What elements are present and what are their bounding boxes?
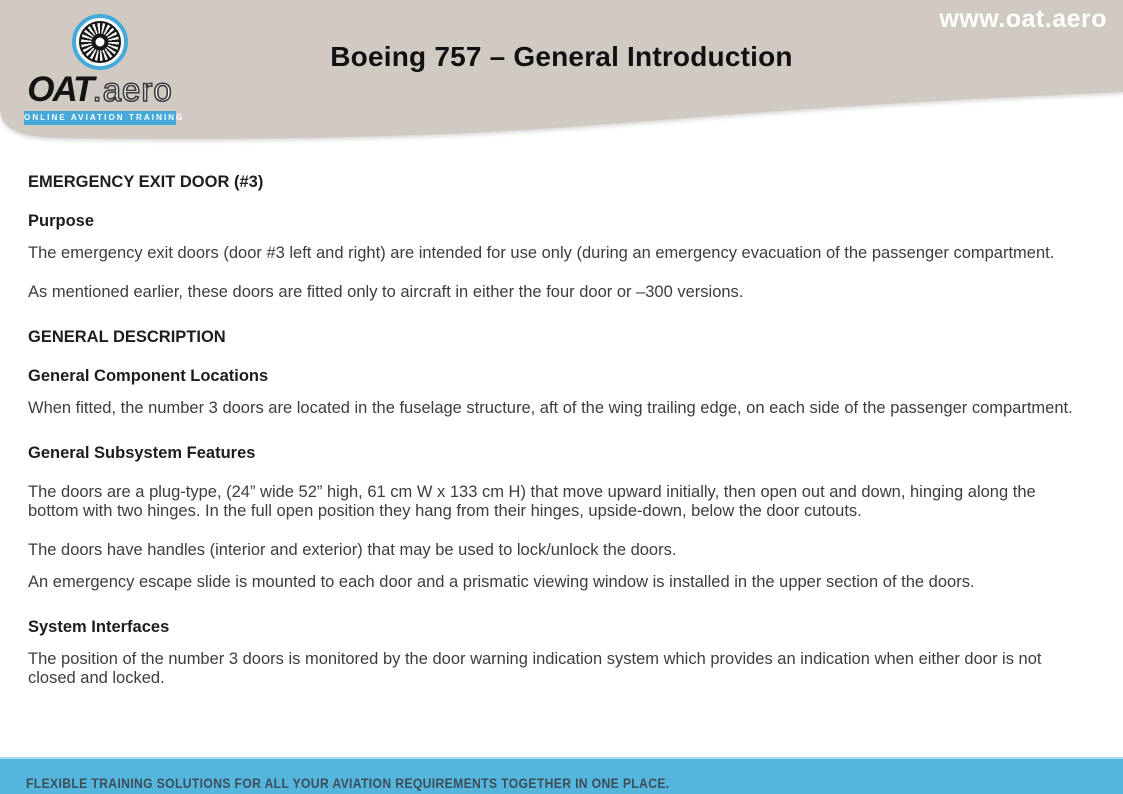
footer-slogan: FLEXIBLE TRAINING SOLUTIONS FOR ALL YOUR AVIATION REQUIREMENTS TOGETHER IN ONE PLACE. xyxy=(26,776,670,791)
logo-brand-light: .aero xyxy=(92,71,173,108)
footer-bar xyxy=(0,757,1123,794)
section-heading: GENERAL DESCRIPTION xyxy=(28,328,226,346)
paragraph: An emergency escape slide is mounted to each door and a prismatic viewing window is installed in the upper section of the doors. xyxy=(28,573,975,591)
paragraph: The emergency exit doors (door #3 left and right) are intended for use only (during an emergency evacuation of the passenger compartment. xyxy=(28,244,1055,262)
logo-tagline: ONLINE AVIATION TRAINING xyxy=(24,111,176,125)
sub-heading: System Interfaces xyxy=(28,618,170,636)
sub-heading: General Subsystem Features xyxy=(28,444,256,462)
logo-brand-bold: OAT xyxy=(27,70,93,109)
paragraph: As mentioned earlier, these doors are fitted only to aircraft in either the four door or –300 versions. xyxy=(28,283,744,301)
sub-heading: Purpose xyxy=(28,212,95,230)
section-heading: EMERGENCY EXIT DOOR (#3) xyxy=(28,173,264,191)
logo-brand xyxy=(24,72,176,107)
paragraph: The doors have handles (interior and exterior) that may be used to lock/unlock the doors. xyxy=(28,541,677,559)
website-link[interactable]: www.oat.aero xyxy=(939,5,1107,33)
page-title: Boeing 757 – General Introduction xyxy=(330,41,793,72)
sub-heading: General Component Locations xyxy=(28,367,269,385)
paragraph: When fitted, the number 3 doors are located in the fuselage structure, aft of the wing trailing edge, on each side of the passenger compartment. xyxy=(28,399,1073,417)
paragraph: The doors are a plug-type, (24” wide 52” high, 61 cm W x 133 cm H) that move upward initially, then open out and down, hinging along the bottom with two hinges. In the full open position they hang from their hinges, upside-down, below the door cutouts. xyxy=(28,483,1036,520)
paragraph: The position of the number 3 doors is monitored by the door warning indication system which provides an indication when either door is not closed and locked. xyxy=(28,650,1042,687)
